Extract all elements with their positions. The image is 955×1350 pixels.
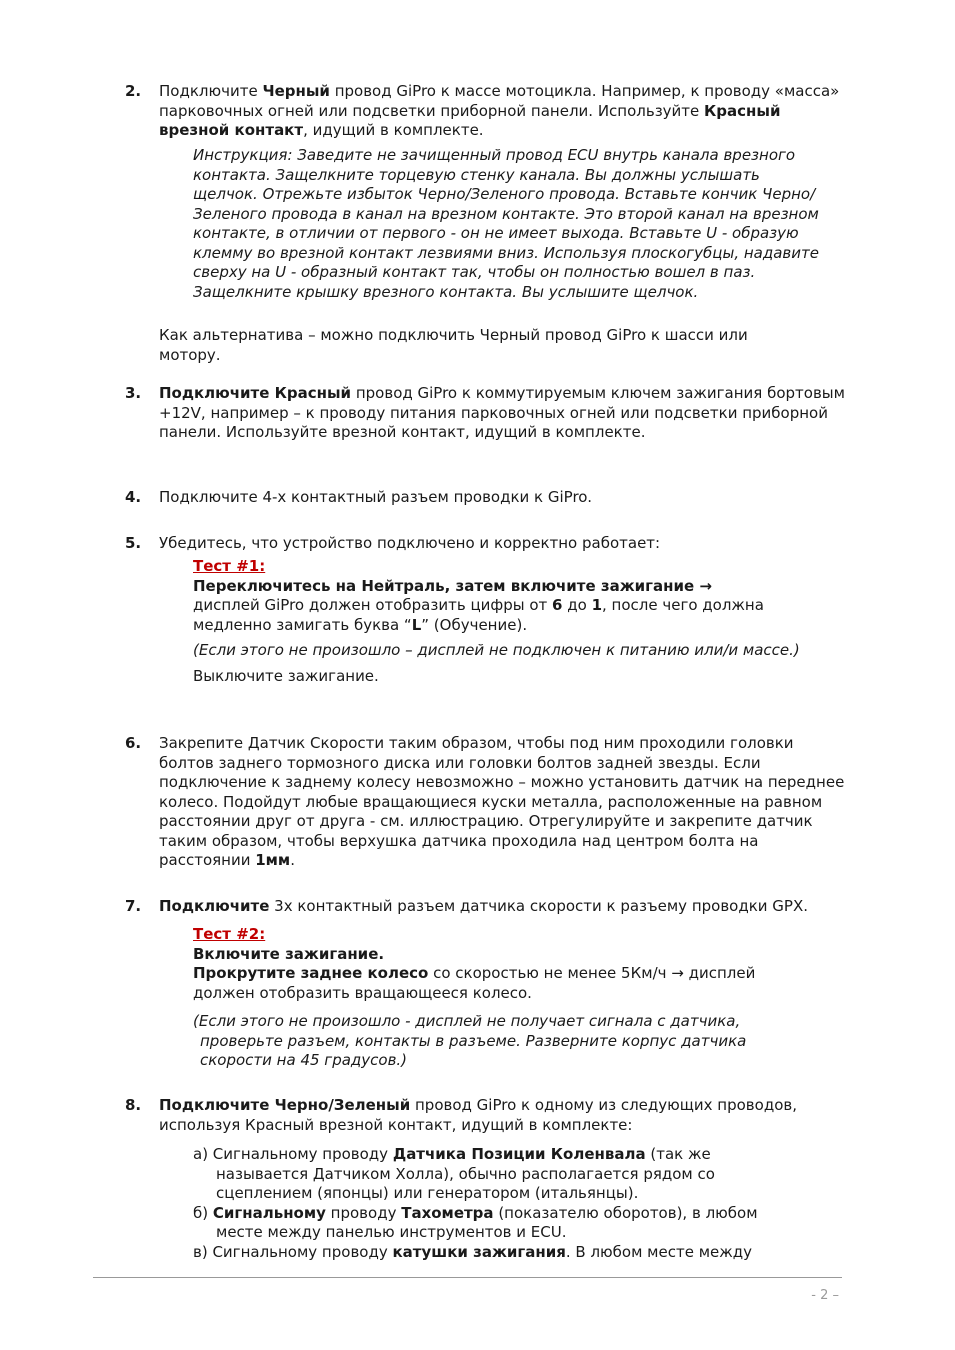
step-5-text: Убедитесь, что устройство подключено и корректно работает:	[159, 534, 661, 552]
text-run: . В любом месте между	[565, 1242, 752, 1261]
step-number: 2.	[125, 82, 142, 100]
text-run: провод GiPro к массе мотоцикла. Например, к проводу «масса» парковочных огней или подсветки приборной панели. Используйте	[159, 82, 840, 120]
test-heading: Включите зажигание.	[193, 944, 385, 963]
text-run: , идущий в комплекте.	[303, 121, 484, 139]
instruction-text: Инструкция: Заведите не зачищенный провод ECU внутрь канала врезного контакта. Защелкните торцевую стенку канала. Вы должны услышать щелчок. Отрежьте избыток Черно/Зеленого провода. Вставьте кончик Черно/Зеленого провода в канал на врезном контакте. Это второй канал на врезном контакте, в отличии от первого - он не имеет выхода. Вставьте U - образую клемму во врезной контакт лезвиями вниз. Используя плоскогубцы, надавите сверху на U - образный контакт так, чтобы он полностью вошел в паз. Защелкните крышку врезного контакта. Вы услышите щелчок.	[193, 146, 819, 301]
test-label: Тест #1:	[193, 557, 266, 575]
text-run: 3х контактный разъем датчика скорости к разъему проводки GPX.	[269, 897, 809, 915]
bold-run: 1	[591, 596, 603, 614]
step-7-text	[159, 897, 845, 917]
step-2-alternative	[159, 326, 809, 365]
step-8-text	[159, 1096, 845, 1135]
test-label: Тест #2:	[193, 925, 266, 943]
bold-run: 1мм	[255, 851, 291, 869]
step-number: 8.	[125, 1096, 142, 1114]
bold-run: Подключите	[159, 897, 270, 915]
step-number: 4.	[125, 488, 142, 506]
step-3	[125, 384, 845, 443]
text-run: до	[562, 596, 592, 614]
option-b	[193, 1204, 803, 1243]
step-number: 7.	[125, 897, 142, 915]
step-2-text	[159, 82, 845, 141]
step-8-options	[193, 1145, 803, 1262]
option-a	[193, 1145, 803, 1204]
test-spin-text	[193, 964, 803, 1003]
step-5	[125, 534, 845, 554]
step-8	[125, 1096, 845, 1135]
text-run: Закрепите Датчик Скорости таким образом, чтобы под ним проходили головки болтов заднего тормозного диска или головки болтов задней звезды. Если подключение к заднему колесу невозможно – можно установить датчик на переднее колесо. Подойдут любые вращающиеся куски металла, расположенные на равном расстоянии друг от друга - см. иллюстрацию. Отрегулируйте и закрепите датчик таким образом, чтобы верхушка датчика проходила над центром болта на расстоянии	[159, 734, 845, 869]
step-2	[125, 82, 845, 141]
option-c	[193, 1243, 803, 1263]
step-number: 6.	[125, 734, 142, 752]
footer-divider	[93, 1277, 842, 1278]
bold-run: 6	[552, 596, 563, 614]
page-number: - 2 –	[811, 1288, 839, 1303]
text-run: , после чего должна медленно замигать буква “	[193, 596, 764, 634]
bold-run: Красный врезной контакт	[159, 101, 781, 139]
text-run: (показателю оборотов), в любом месте между панелью инструментов и ECU.	[216, 1203, 758, 1241]
bold-run: катушки зажигания	[392, 1242, 566, 1261]
step-3-text	[159, 384, 845, 443]
bold-run: Датчика Позиции Коленвала	[392, 1145, 646, 1163]
step-4	[125, 488, 845, 508]
alternative-text: Как альтернатива – можно подключить Черный провод GiPro к шасси или мотору.	[159, 326, 748, 364]
text-run: провод GiPro к одному из следующих проводов, используя Красный врезной контакт, идущий в комплекте:	[159, 1096, 797, 1134]
text-run: а) Сигнальному проводу	[193, 1145, 393, 1163]
ignition-off-text: Выключите зажигание.	[193, 666, 379, 685]
bold-run: Черный	[262, 82, 330, 100]
text-run: (так же называется Датчиком Холла), обычно располагается рядом со сцеплением (японцы) или генератором (итальянцы).	[216, 1145, 715, 1202]
bold-run: Тахометра	[401, 1203, 494, 1222]
text-run: Подключите	[159, 82, 263, 100]
bold-run: Подключите Черно/Зеленый	[159, 1096, 411, 1114]
test-heading: Переключитесь на Нейтраль, затем включите зажигание →	[193, 576, 712, 595]
step-6-text	[159, 734, 845, 871]
step-number: 5.	[125, 534, 142, 552]
bold-run: L	[411, 615, 422, 634]
bold-run: Сигнальному	[212, 1203, 326, 1222]
text-run: со скоростью не менее 5Км/ч → дисплей должен отобразить вращающееся колесо.	[193, 964, 756, 1002]
bold-run: Прокрутите заднее колесо	[193, 964, 429, 982]
test-1-block	[193, 557, 803, 686]
text-run: б)	[193, 1203, 213, 1222]
test-note: (Если этого не произошло – дисплей не подключен к питанию или/и массе.)	[193, 641, 800, 659]
text-run: проводу	[325, 1203, 402, 1222]
step-7	[125, 897, 845, 917]
text-run: дисплей GiPro должен отобразить цифры от	[193, 596, 553, 614]
step-number: 3.	[125, 384, 142, 402]
test-2-block	[193, 925, 803, 1071]
step-4-text: Подключите 4-х контактный разъем проводки к GiPro.	[159, 488, 592, 506]
bold-run: Подключите Красный	[159, 384, 352, 402]
step-2-instruction	[193, 146, 823, 302]
text-run: ” (Обучение).	[421, 615, 528, 634]
step-6	[125, 734, 845, 871]
text-run: .	[290, 851, 295, 869]
text-run: в) Сигнальному проводу	[193, 1242, 393, 1261]
text-run: провод GiPro к коммутируемым ключем зажигания бортовым +12V, например – к проводу питания парковочных огней или подсветки приборной панели. Используйте врезной контакт, идущий в комплекте.	[159, 384, 845, 441]
test-display-text	[193, 596, 803, 635]
test-note: (Если этого не произошло - дисплей не получает сигнала с датчика, проверьте разъем, контакты в разъеме. Разверните корпус датчика скорости на 45 градусов.)	[193, 1012, 747, 1069]
